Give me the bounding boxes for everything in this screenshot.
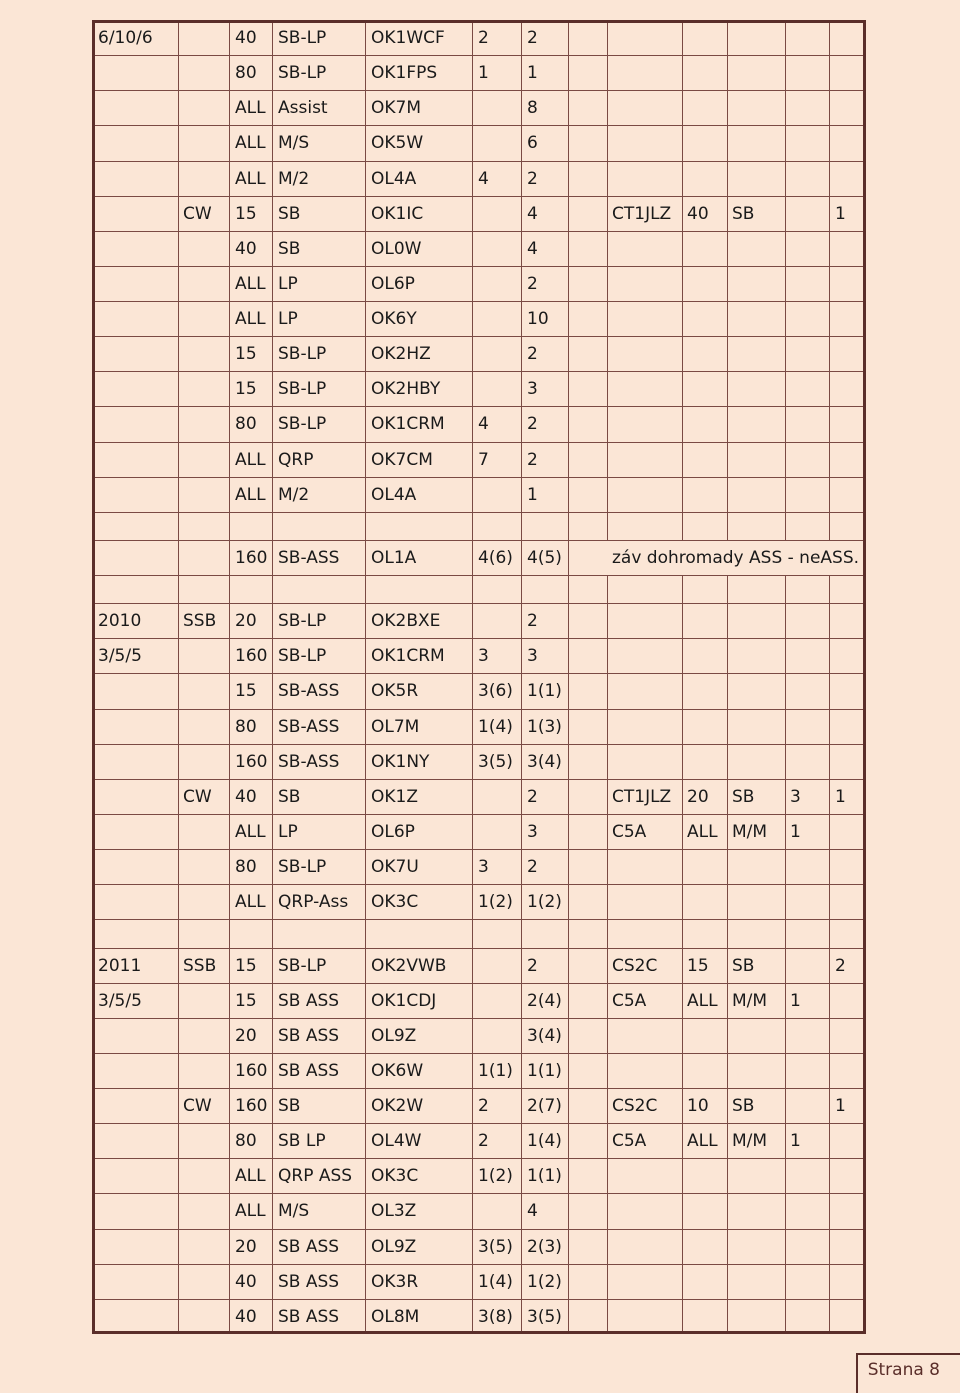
table-cell: 15 — [687, 956, 709, 976]
row-divider — [92, 948, 866, 949]
table-cell: SB ASS — [278, 1237, 340, 1257]
table-cell: 1(4) — [478, 717, 513, 737]
table-cell: 15 — [235, 956, 257, 976]
table-cell: SB-LP — [278, 344, 327, 364]
table-cell: ALL — [235, 133, 266, 153]
table-cell: OK3C — [371, 892, 419, 912]
table-cell: LP — [278, 309, 298, 329]
row-divider — [92, 983, 866, 984]
table-cell: 40 — [235, 1307, 257, 1327]
table-cell: 2 — [527, 414, 538, 434]
table-cell: ALL — [687, 822, 718, 842]
table-cell: 20 — [235, 611, 257, 631]
table-cell: OL4A — [371, 169, 417, 189]
table-cell: 1 — [478, 63, 489, 83]
table-cell: SB — [278, 787, 301, 807]
table-cell: SB-ASS — [278, 681, 340, 701]
table-cell: CT1JLZ — [612, 787, 672, 807]
table-cell: 15 — [235, 991, 257, 1011]
row-divider — [92, 196, 866, 197]
column-divider — [785, 20, 786, 1334]
table-cell: SB-LP — [278, 28, 327, 48]
table-cell: 2(4) — [527, 991, 562, 1011]
table-cell: OL8M — [371, 1307, 420, 1327]
table-cell: SB — [732, 787, 755, 807]
table-cell: CS2C — [612, 1096, 658, 1116]
table-cell: SB ASS — [278, 1026, 340, 1046]
table-cell: 3(5) — [527, 1307, 562, 1327]
table-cell: 1(1) — [478, 1061, 513, 1081]
table-cell: OK6Y — [371, 309, 417, 329]
row-divider — [92, 301, 866, 302]
table-cell: 2 — [835, 956, 846, 976]
table-cell: OK1FPS — [371, 63, 438, 83]
table-cell: 7 — [478, 450, 489, 470]
table-cell: 3 — [527, 379, 538, 399]
table-cell: záv dohromady ASS - neASS. — [612, 548, 860, 568]
table-cell: 1 — [835, 1096, 846, 1116]
row-divider — [92, 673, 866, 674]
table-cell: OK3C — [371, 1166, 419, 1186]
table-cell: SSB — [183, 956, 217, 976]
table-cell: 4 — [478, 414, 489, 434]
table-cell: 1 — [835, 787, 846, 807]
table-cell: QRP — [278, 450, 314, 470]
table-cell: SB — [732, 204, 755, 224]
table-cell: OK2VWB — [371, 956, 447, 976]
table-cell: 80 — [235, 414, 257, 434]
table-cell: OK5W — [371, 133, 424, 153]
table-cell: M/M — [732, 1131, 768, 1151]
table-cell: 1(2) — [527, 892, 562, 912]
table-cell: ALL — [235, 274, 266, 294]
table-cell: 2 — [527, 857, 538, 877]
table-cell: 1 — [527, 485, 538, 505]
table-cell: 160 — [235, 548, 268, 568]
table-cell: SB LP — [278, 1131, 326, 1151]
table-cell: SB-LP — [278, 63, 327, 83]
table-cell: OK2BXE — [371, 611, 441, 631]
table-cell: 2(7) — [527, 1096, 562, 1116]
table-cell: OK6W — [371, 1061, 424, 1081]
table-cell: SB-ASS — [278, 752, 340, 772]
table-cell: 3 — [527, 822, 538, 842]
column-divider — [178, 20, 179, 1334]
row-divider — [92, 709, 866, 710]
table-cell: 80 — [235, 717, 257, 737]
row-divider — [92, 1018, 866, 1019]
table-cell: C5A — [612, 991, 647, 1011]
table-cell: 2 — [478, 1131, 489, 1151]
table-cell: CT1JLZ — [612, 204, 672, 224]
row-divider — [92, 919, 866, 920]
table-cell: OK1IC — [371, 204, 424, 224]
table-cell: OL4A — [371, 485, 417, 505]
column-divider — [829, 20, 830, 1334]
row-divider — [92, 1193, 866, 1194]
table-cell: CW — [183, 204, 212, 224]
row-divider — [92, 125, 866, 126]
table-cell: OK5R — [371, 681, 419, 701]
table-cell: 4 — [527, 204, 538, 224]
table-cell: 2 — [527, 28, 538, 48]
table-cell: LP — [278, 274, 298, 294]
table-cell: 3/5/5 — [98, 646, 142, 666]
table-cell: 1(2) — [527, 1272, 562, 1292]
table-cell: C5A — [612, 822, 647, 842]
table-cell: OK7U — [371, 857, 419, 877]
table-cell: OL3Z — [371, 1201, 417, 1221]
column-divider — [365, 20, 366, 1334]
table-cell: 2010 — [98, 611, 142, 631]
table-cell: 2 — [527, 274, 538, 294]
table-cell: 2 — [527, 169, 538, 189]
table-cell: 160 — [235, 752, 268, 772]
table-cell: 2 — [527, 611, 538, 631]
table-cell: OK1WCF — [371, 28, 445, 48]
table-cell: M/2 — [278, 169, 310, 189]
table-cell: OK1CRM — [371, 646, 445, 666]
row-divider — [92, 638, 866, 639]
row-divider — [92, 779, 866, 780]
table-cell: OK2W — [371, 1096, 424, 1116]
table-cell: 15 — [235, 681, 257, 701]
row-divider — [92, 884, 866, 885]
table-cell: OL1A — [371, 548, 417, 568]
row-divider — [92, 814, 866, 815]
row-divider — [92, 266, 866, 267]
table-cell: 40 — [235, 239, 257, 259]
table-cell: 10 — [687, 1096, 709, 1116]
row-divider — [92, 1088, 866, 1089]
table-cell: 160 — [235, 1061, 268, 1081]
table-cell: ALL — [235, 309, 266, 329]
table-cell: 10 — [527, 309, 549, 329]
table-cell: SB ASS — [278, 1061, 340, 1081]
table-cell: 80 — [235, 63, 257, 83]
row-divider — [92, 371, 866, 372]
table-cell: 3 — [527, 646, 538, 666]
table-cell: 4 — [527, 1201, 538, 1221]
table-cell: OL6P — [371, 822, 415, 842]
table-cell: M/S — [278, 1201, 310, 1221]
table-cell: OK1CDJ — [371, 991, 437, 1011]
table-cell: 2 — [527, 344, 538, 364]
row-divider — [92, 744, 866, 745]
table-cell: QRP-Ass — [278, 892, 349, 912]
table-cell: M/M — [732, 822, 768, 842]
column-divider — [272, 20, 273, 1334]
table-cell: SB-LP — [278, 646, 327, 666]
table-cell: OK1CRM — [371, 414, 445, 434]
column-divider — [682, 20, 683, 1334]
table-cell: SB ASS — [278, 1307, 340, 1327]
row-divider — [92, 1264, 866, 1265]
table-cell: 3 — [478, 646, 489, 666]
table-cell: ALL — [235, 169, 266, 189]
table-cell: 4(6) — [478, 548, 513, 568]
table-cell: ALL — [687, 1131, 718, 1151]
table-cell: 6 — [527, 133, 538, 153]
table-cell: 15 — [235, 379, 257, 399]
table-cell: 1(4) — [527, 1131, 562, 1151]
row-divider — [92, 849, 866, 850]
table-cell: SB — [732, 1096, 755, 1116]
row-divider — [92, 336, 866, 337]
table-cell: OK2HZ — [371, 344, 431, 364]
table-cell: 2 — [478, 1096, 489, 1116]
table-cell: 4(5) — [527, 548, 562, 568]
table-cell: 2 — [478, 28, 489, 48]
table-cell: 2 — [527, 450, 538, 470]
table-cell: 1(1) — [527, 1166, 562, 1186]
table-cell: 15 — [235, 344, 257, 364]
table-cell: 80 — [235, 1131, 257, 1151]
table-cell: 160 — [235, 646, 268, 666]
row-divider — [92, 575, 866, 576]
page-number: Strana 8 — [867, 1360, 940, 1380]
table-cell: 15 — [235, 204, 257, 224]
row-divider — [92, 1229, 866, 1230]
column-divider — [521, 20, 522, 1334]
table-cell: SB-LP — [278, 414, 327, 434]
table-cell: OK7CM — [371, 450, 433, 470]
table-cell: LP — [278, 822, 298, 842]
table-cell: ALL — [235, 98, 266, 118]
table-cell: SB-LP — [278, 611, 327, 631]
column-divider — [472, 20, 473, 1334]
table-cell: SB — [278, 204, 301, 224]
table-cell: 3 — [790, 787, 801, 807]
table-cell: 4 — [527, 239, 538, 259]
table-cell: ALL — [235, 1166, 266, 1186]
table-cell: C5A — [612, 1131, 647, 1151]
table-cell: CW — [183, 787, 212, 807]
row-divider — [92, 477, 866, 478]
table-cell: 3 — [478, 857, 489, 877]
table-cell: SB-ASS — [278, 548, 340, 568]
table-cell: SB — [278, 1096, 301, 1116]
row-divider — [92, 1053, 866, 1054]
column-divider — [229, 20, 230, 1334]
row-divider — [92, 1158, 866, 1159]
table-cell: 20 — [687, 787, 709, 807]
table-cell: ALL — [235, 822, 266, 842]
table-cell: 1 — [835, 204, 846, 224]
table-cell: OL6P — [371, 274, 415, 294]
table-cell: 3/5/5 — [98, 991, 142, 1011]
column-divider — [727, 20, 728, 1334]
table-cell: OK1Z — [371, 787, 418, 807]
table-cell: ALL — [687, 991, 718, 1011]
table-cell: QRP ASS — [278, 1166, 353, 1186]
table-cell: ALL — [235, 1201, 266, 1221]
row-divider — [92, 1123, 866, 1124]
table-cell: 3(6) — [478, 681, 513, 701]
table-cell: 1 — [790, 822, 801, 842]
row-divider — [92, 90, 866, 91]
table-cell: M/S — [278, 133, 310, 153]
table-cell: 3(8) — [478, 1307, 513, 1327]
table-cell: OL4W — [371, 1131, 422, 1151]
column-divider — [568, 20, 569, 1334]
table-cell: OL9Z — [371, 1026, 417, 1046]
table-cell: OL7M — [371, 717, 420, 737]
table-cell: CW — [183, 1096, 212, 1116]
table-cell: 6/10/6 — [98, 28, 153, 48]
table-cell: 1 — [790, 1131, 801, 1151]
row-divider — [92, 603, 866, 604]
row-divider — [92, 161, 866, 162]
row-divider — [92, 231, 866, 232]
table-cell: 80 — [235, 857, 257, 877]
table-cell: SB-LP — [278, 956, 327, 976]
table-cell: SB-LP — [278, 857, 327, 877]
table-cell: 4 — [478, 169, 489, 189]
table-cell: ALL — [235, 485, 266, 505]
table-cell: 2 — [527, 956, 538, 976]
table-cell: 2(3) — [527, 1237, 562, 1257]
table-cell: 1(1) — [527, 681, 562, 701]
row-divider — [92, 512, 866, 513]
table-cell: 1 — [527, 63, 538, 83]
table-cell: Assist — [278, 98, 328, 118]
table-cell: OL0W — [371, 239, 422, 259]
table-cell: 3(5) — [478, 752, 513, 772]
table-cell: 1 — [790, 991, 801, 1011]
table-cell: 40 — [687, 204, 709, 224]
table-cell: SB-ASS — [278, 717, 340, 737]
table-cell: OK7M — [371, 98, 422, 118]
table-cell: 2 — [527, 787, 538, 807]
table-cell: SB — [278, 239, 301, 259]
row-divider — [92, 1299, 866, 1300]
table-cell: OK2HBY — [371, 379, 441, 399]
row-divider — [92, 55, 866, 56]
row-divider — [92, 442, 866, 443]
table-cell: OK1NY — [371, 752, 430, 772]
table-cell: 40 — [235, 787, 257, 807]
row-divider — [92, 406, 866, 407]
table-cell: M/2 — [278, 485, 310, 505]
table-cell: SB ASS — [278, 1272, 340, 1292]
table-cell: 3(4) — [527, 1026, 562, 1046]
table-cell: SB — [732, 956, 755, 976]
table-cell: OK3R — [371, 1272, 419, 1292]
table-cell: 2011 — [98, 956, 142, 976]
table-cell: 40 — [235, 1272, 257, 1292]
table-cell: 1(3) — [527, 717, 562, 737]
table-cell: ALL — [235, 892, 266, 912]
table-cell: 20 — [235, 1026, 257, 1046]
table-cell: 1(2) — [478, 892, 513, 912]
table-cell: ALL — [235, 450, 266, 470]
table-cell: 1(4) — [478, 1272, 513, 1292]
column-divider — [607, 20, 608, 1334]
table-cell: M/M — [732, 991, 768, 1011]
table-cell: 8 — [527, 98, 538, 118]
table-cell: CS2C — [612, 956, 658, 976]
table-cell: 40 — [235, 28, 257, 48]
table-cell: 3(4) — [527, 752, 562, 772]
table-cell: SB ASS — [278, 991, 340, 1011]
table-cell: OL9Z — [371, 1237, 417, 1257]
table-cell: SB-LP — [278, 379, 327, 399]
table-cell: 20 — [235, 1237, 257, 1257]
table-cell: 160 — [235, 1096, 268, 1116]
table-cell: SSB — [183, 611, 217, 631]
table-cell: 1(1) — [527, 1061, 562, 1081]
table-cell: 3(5) — [478, 1237, 513, 1257]
table-cell: 1(2) — [478, 1166, 513, 1186]
